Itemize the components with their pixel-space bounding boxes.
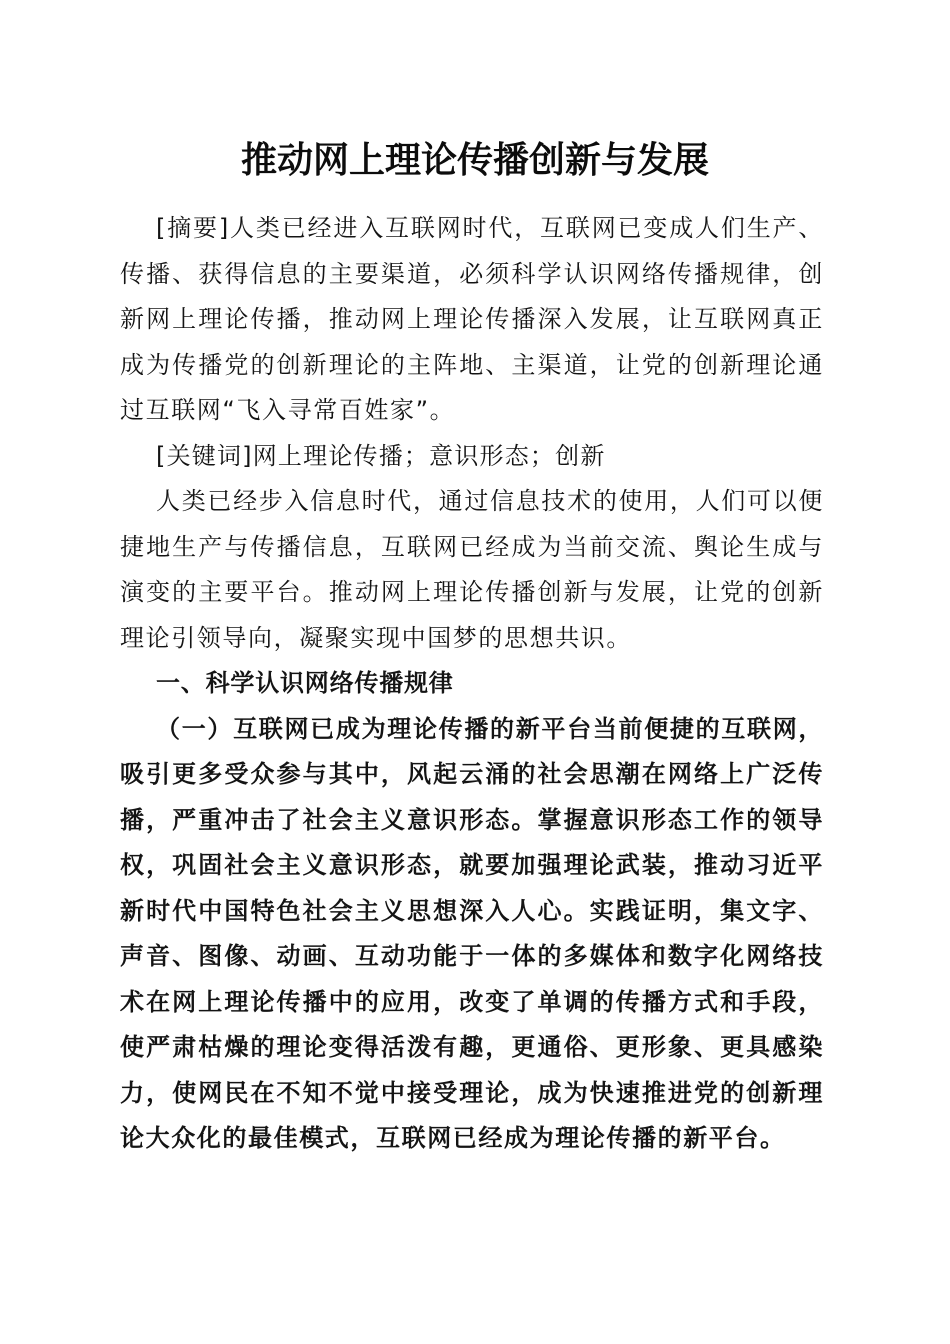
document-body bbox=[120, 206, 824, 1162]
subsection-paragraph: （一）互联网已成为理论传播的新平台当前便捷的互联网，吸引更多受众参与其中，风起云涌的社会思潮在网络上广泛传播，严重冲击了社会主义意识形态。掌握意识形态工作的领导权，巩固社会主义意识形态，就要加强理论武装，推动习近平新时代中国特色社会主义思想深入人心。实践证明，集文字、声音、图像、动画、互动功能于一体的多媒体和数字化网络技术在网上理论传播中的应用，改变了单调的传播方式和手段，使严肃枯燥的理论变得活泼有趣，更通俗、更形象、更具感染力，使网民在不知不觉中接受理论，成为快速推进党的创新理论大众化的最佳模式，互联网已经成为理论传播的新平台。 bbox=[120, 714, 824, 1152]
abstract-paragraph: [摘要]人类已经进入互联网时代，互联网已变成人们生产、传播、获得信息的主要渠道，必须科学认识网络传播规律，创新网上理论传播，推动网上理论传播深入发展，让互联网真正成为传播党的创新理论的主阵地、主渠道，让党的创新理论通过互联网“飞入寻常百姓家”。 bbox=[120, 214, 824, 424]
intro-paragraph: 人类已经步入信息时代，通过信息技术的使用，人们可以便捷地生产与传播信息，互联网已经成为当前交流、舆论生成与演变的主要平台。推动网上理论传播创新与发展，让党的创新理论引领导向，凝聚实现中国梦的思想共识。 bbox=[120, 487, 824, 652]
section-heading: 一、科学认识网络传播规律 bbox=[156, 669, 454, 697]
keywords-paragraph: [关键词]网上理论传播；意识形态；创新 bbox=[156, 441, 606, 470]
document-title: 推动网上理论传播创新与发展 bbox=[240, 139, 709, 181]
